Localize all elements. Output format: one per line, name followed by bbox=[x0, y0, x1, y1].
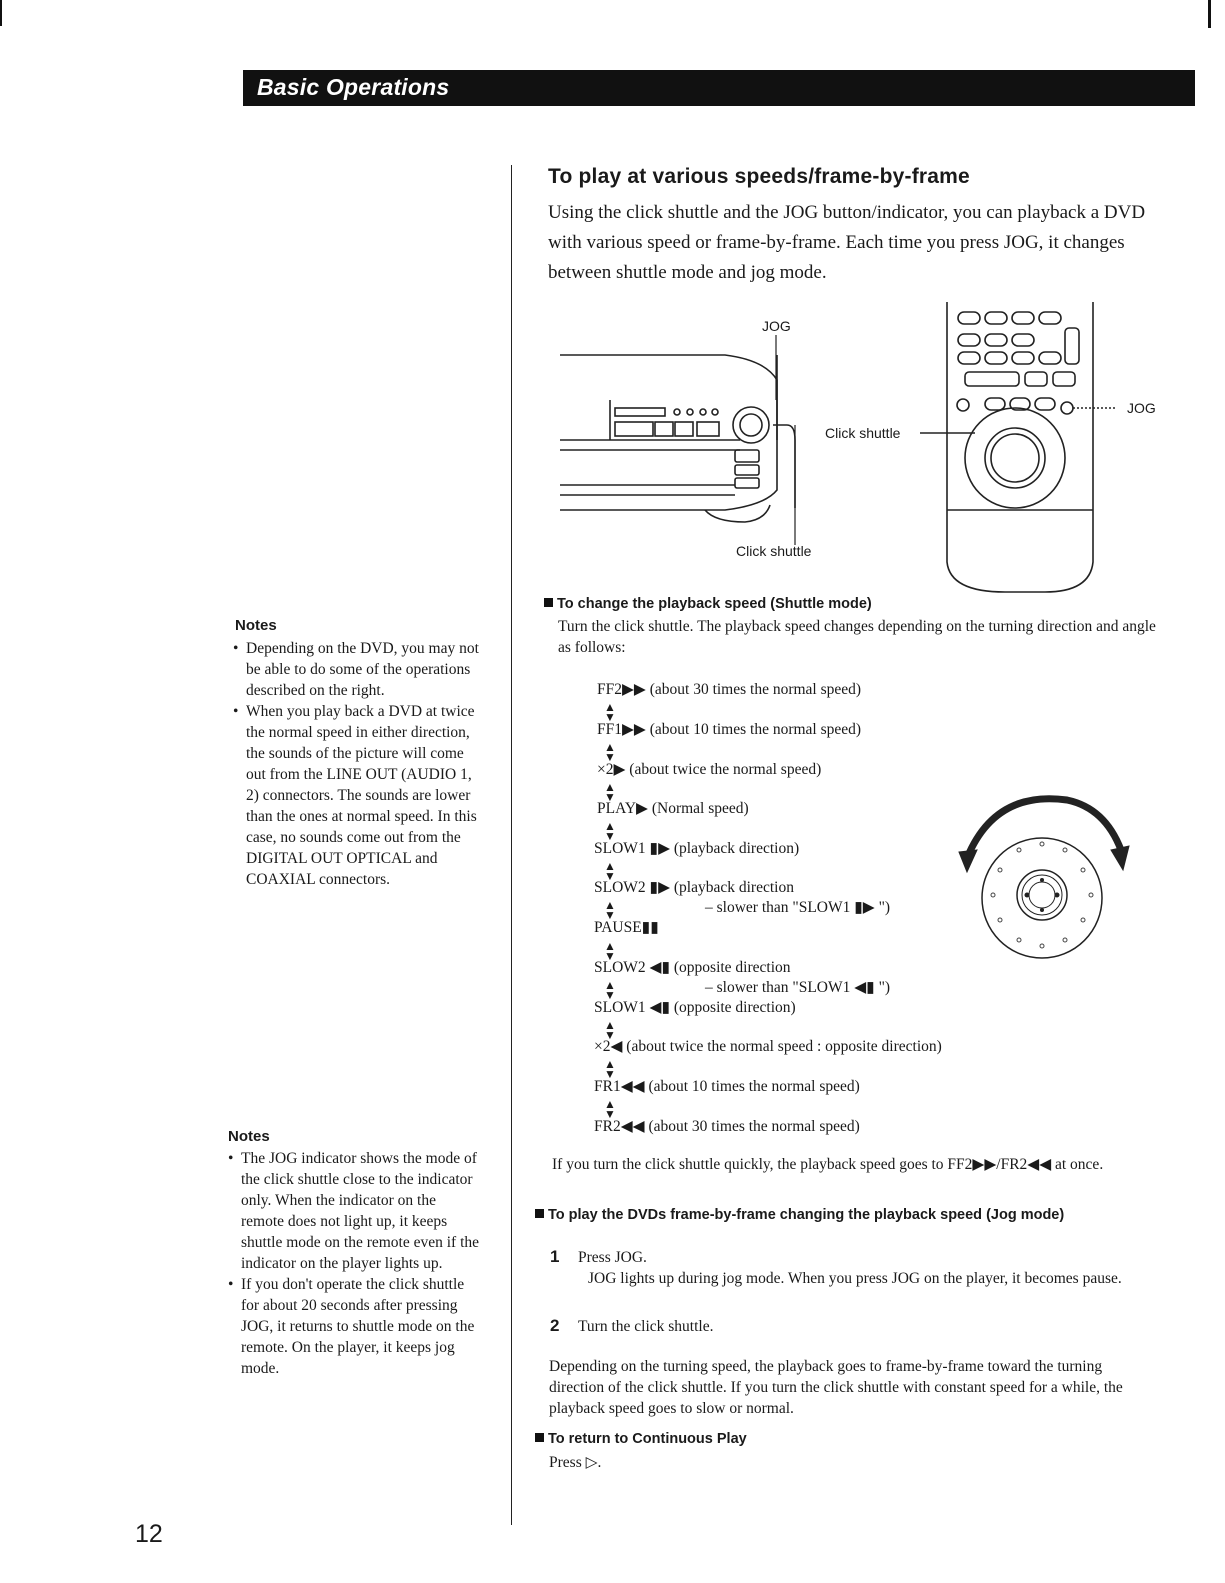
speed-desc: (about twice the normal speed : opposite direction) bbox=[626, 1038, 942, 1055]
speed-name: FF1▶▶ bbox=[597, 721, 646, 738]
section-header-bar bbox=[243, 70, 1195, 106]
note-item: • If you don't operate the click shuttle for about 20 seconds after pressing JOG, it returns to shuttle mode on the remote. On the player, it keeps jog mode. bbox=[228, 1274, 480, 1379]
speed-name: SLOW2 ▮▶ bbox=[594, 879, 670, 896]
updown-arrow-icon: ▲ ▼ bbox=[604, 819, 616, 843]
speed-desc: (playback direction bbox=[673, 879, 794, 896]
speed-item bbox=[594, 1037, 942, 1056]
speed-item bbox=[597, 760, 821, 779]
speed-name: SLOW2 ◀▮ bbox=[594, 959, 670, 976]
speed-name: FR1◀◀ bbox=[594, 1078, 645, 1095]
player-remote-diagram bbox=[555, 300, 1165, 600]
shuttle-mode-heading bbox=[544, 596, 872, 612]
jog-mode-heading-text: To play the DVDs frame-by-frame changing the playback speed (Jog mode) bbox=[548, 1207, 1065, 1223]
speed-name: PAUSE▮▮ bbox=[594, 919, 659, 936]
updown-arrow-icon: ▲ ▼ bbox=[604, 898, 616, 922]
updown-arrow-icon: ▲ ▼ bbox=[604, 1097, 616, 1121]
speed-desc: (about 30 times the normal speed) bbox=[648, 1118, 860, 1135]
dvd-player-illustration bbox=[560, 355, 795, 522]
page-title: To play at various speeds/frame-by-frame bbox=[548, 165, 970, 188]
speed-item bbox=[594, 878, 794, 897]
note-item: • The JOG indicator shows the mode of the click shuttle close to the indicator only. When the indicator on the remote does not light up, it keeps shuttle mode on the remote even if the indicator on the player lights up. bbox=[228, 1148, 480, 1274]
notes-bottom-heading: Notes bbox=[228, 1128, 270, 1145]
speed-item bbox=[594, 958, 791, 977]
jog-after-text: Depending on the turning speed, the playback goes to frame-by-frame toward the turning direction of the click shuttle. If you turn the click shuttle with constant speed for a while, the playback speed goes to slow or normal. bbox=[549, 1358, 1123, 1417]
column-divider bbox=[511, 165, 512, 1525]
scan-edge-mark-left bbox=[0, 0, 2, 26]
continuous-play-heading-text: To return to Continuous Play bbox=[548, 1431, 747, 1447]
step-subtext: JOG lights up during jog mode. When you press JOG on the player, it becomes pause. bbox=[588, 1270, 1122, 1287]
continuous-play-heading bbox=[535, 1431, 747, 1447]
speed-name: PLAY▶ bbox=[597, 800, 648, 817]
remote-control-illustration bbox=[920, 302, 1117, 592]
note-item: • When you play back a DVD at twice the normal speed in either direction, the sounds of the picture will come out from the LINE OUT (AUDIO 1, 2) connectors. The sounds are lower than the ones at normal speed. In this case, no sounds come out from the DIGITAL OUT OPTICAL and COAXIAL connectors. bbox=[233, 701, 483, 890]
updown-arrow-icon: ▲ ▼ bbox=[604, 1018, 616, 1042]
speed-item bbox=[594, 1117, 860, 1136]
updown-arrow-icon: ▲ ▼ bbox=[604, 939, 616, 963]
notes-bottom-list bbox=[228, 1148, 480, 1379]
shuttle-mode-text: Turn the click shuttle. The playback speed changes depending on the turning direction and angle as follows: bbox=[558, 618, 1156, 656]
note-item: • Depending on the DVD, you may not be able to do some of the operations described on the right. bbox=[233, 638, 483, 701]
speed-name: FF2▶▶ bbox=[597, 681, 646, 698]
speed-name: ×2◀ bbox=[594, 1038, 623, 1055]
speed-desc: (about 30 times the normal speed) bbox=[649, 681, 862, 698]
step-text: Press JOG. bbox=[578, 1249, 647, 1266]
step-number: 2 bbox=[550, 1316, 560, 1335]
speed-name: SLOW1 ▮▶ bbox=[594, 840, 670, 857]
rotate-left-arrow-icon bbox=[959, 850, 977, 872]
click-shuttle-label-bottom: Click shuttle bbox=[736, 543, 812, 559]
speed-desc-continued: – slower than "SLOW1 ▮▶ ") bbox=[705, 899, 891, 916]
shuttle-after-text: If you turn the click shuttle quickly, the playback speed goes to FF2▶▶/FR2◀◀ at once. bbox=[552, 1156, 1104, 1173]
bullet-square bbox=[535, 1209, 544, 1218]
shuttle-mode-heading-text: To change the playback speed (Shuttle mode) bbox=[557, 596, 872, 612]
updown-arrow-icon: ▲ ▼ bbox=[604, 780, 616, 804]
shuttle-dial-illustration bbox=[955, 790, 1130, 970]
speed-desc: (playback direction) bbox=[673, 840, 800, 857]
speed-desc-continued: – slower than "SLOW1 ◀▮ ") bbox=[705, 979, 891, 996]
speed-item bbox=[594, 918, 659, 937]
speed-item bbox=[597, 799, 749, 818]
speed-desc: (opposite direction bbox=[673, 959, 791, 976]
speed-item bbox=[597, 720, 861, 739]
jog-mode-heading bbox=[535, 1207, 1064, 1223]
speed-name: ×2▶ bbox=[597, 761, 626, 778]
updown-arrow-icon: ▲ ▼ bbox=[604, 859, 616, 883]
speed-desc: (about 10 times the normal speed) bbox=[649, 721, 862, 738]
page-number: 12 bbox=[135, 1520, 163, 1548]
updown-arrow-icon: ▲ ▼ bbox=[604, 740, 616, 764]
notes-top-heading: Notes bbox=[235, 617, 277, 634]
speed-desc: (about 10 times the normal speed) bbox=[648, 1078, 860, 1095]
updown-arrow-icon: ▲ ▼ bbox=[604, 1057, 616, 1081]
speed-item bbox=[594, 839, 799, 858]
scan-edge-mark-right bbox=[1208, 0, 1211, 28]
continuous-play-text: Press ▷. bbox=[549, 1454, 602, 1471]
speed-desc: (Normal speed) bbox=[651, 800, 749, 817]
speed-desc: (opposite direction) bbox=[673, 999, 796, 1016]
intro-paragraph: Using the click shuttle and the JOG button/indicator, you can playback a DVD with various speed or frame-by-frame. Each time you press JOG, it changes between shuttle mode and jog mode. bbox=[548, 202, 1146, 283]
section-header-title: Basic Operations bbox=[257, 74, 450, 100]
jog-label-player: JOG bbox=[762, 318, 791, 334]
bullet-square bbox=[535, 1433, 544, 1442]
speed-item bbox=[594, 1077, 860, 1096]
rotate-right-arrow-icon bbox=[1111, 846, 1129, 870]
jog-label-remote: JOG bbox=[1127, 400, 1156, 416]
bullet-square bbox=[544, 598, 553, 607]
click-shuttle-label-player: Click shuttle bbox=[825, 425, 901, 441]
speed-name: SLOW1 ◀▮ bbox=[594, 999, 670, 1016]
speed-item bbox=[594, 998, 796, 1017]
speed-item bbox=[597, 680, 861, 699]
updown-arrow-icon: ▲ ▼ bbox=[604, 978, 616, 1002]
updown-arrow-icon: ▲ ▼ bbox=[604, 700, 616, 724]
notes-top-list bbox=[233, 638, 483, 890]
speed-desc: (about twice the normal speed) bbox=[629, 761, 822, 778]
speed-name: FR2◀◀ bbox=[594, 1118, 645, 1135]
step-number: 1 bbox=[550, 1247, 560, 1266]
step-text: Turn the click shuttle. bbox=[578, 1318, 714, 1335]
